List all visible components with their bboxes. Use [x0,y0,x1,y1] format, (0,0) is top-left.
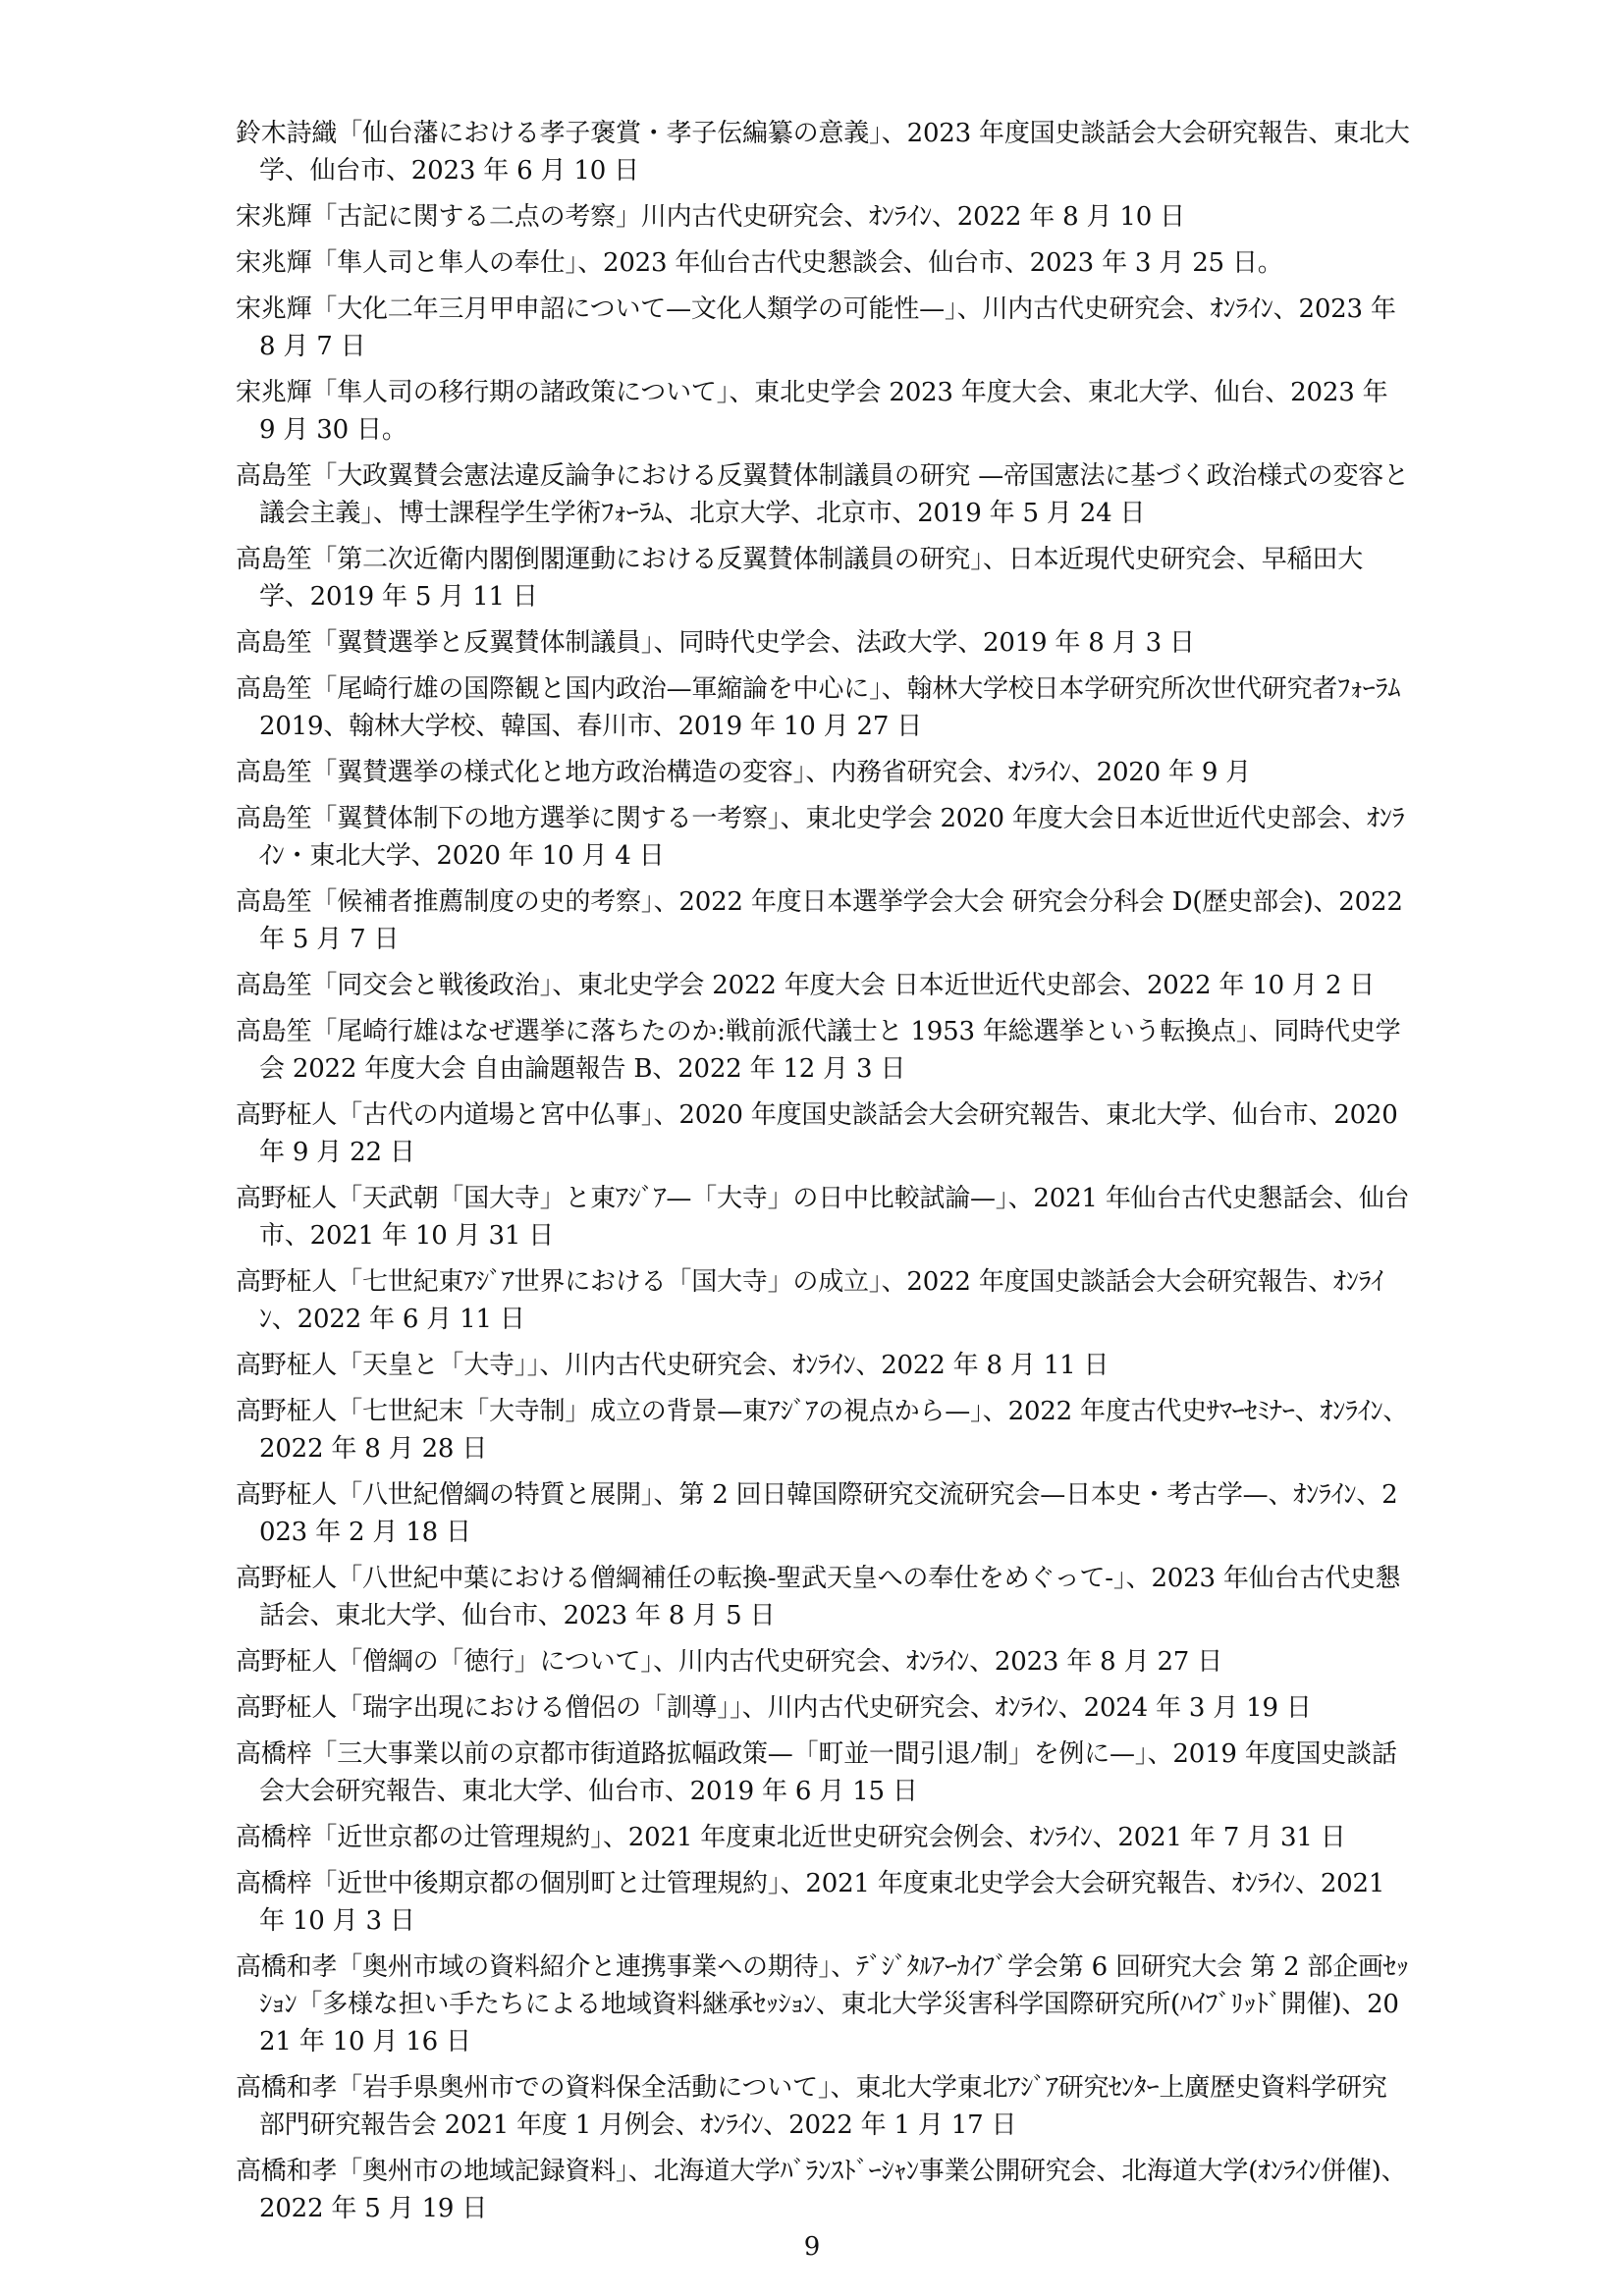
list-item: 高橋梓「近世京都の辻管理規約」、2021 年度東北近世史研究会例会、ｵﾝﾗｲﾝ、2021 年 7 月 31 日 [236,1823,1346,1852]
list-item: 高橋和孝「奥州市の地域記録資料」、北海道大学ﾊﾞﾗﾝｽﾄﾞｰｼｬﾝ事業公開研究会、北海道大学(ｵﾝﾗｲﾝ併催)、2022 年 5 月 19 日 [236,2157,1407,2223]
list-item: 高野柾人「瑞字出現における僧侶の「訓導」」、川内古代史研究会、ｵﾝﾗｲﾝ、2024 年 3 月 19 日 [236,1693,1312,1723]
list-item: 宋兆輝「古記に関する二点の考察」川内古代史研究会、ｵﾝﾗｲﾝ、2022 年 8 月 10 日 [236,202,1185,232]
list-item: 高野柾人「古代の内道場と宮中仏事」、2020 年度国史談話会大会研究報告、東北大学、仙台市、2020 年 9 月 22 日 [236,1100,1398,1167]
list-item: 高野柾人「七世紀末「大寺制」成立の背景—東ｱｼﾞｱの視点から—」、2022 年度古代史ｻﾏｰｾﾐﾅｰ、ｵﾝﾗｲﾝ、2022 年 8 月 28 日 [236,1397,1409,1464]
list-item: 高島笙「第二次近衛内閣倒閣運動における反翼賛体制議員の研究」、日本近現代史研究会、早稲田大学、2019 年 5 月 11 日 [236,545,1364,612]
list-item: 高橋和孝「奥州市域の資料紹介と連携事業への期待」、ﾃﾞｼﾞﾀﾙｱｰｶｲﾌﾞ学会第 6 回研究大会 第 2 部企画ｾｯｼｮﾝ「多様な担い手たちによる地域資料継承ｾｯｼｮﾝ、東北大学災害科学国際研究所(ﾊｲﾌﾞﾘｯﾄﾞ開催)、2021 年 10 月 16 日 [236,1952,1409,2056]
list-item: 高島笙「大政翼賛会憲法違反論争における反翼賛体制議員の研究 —帝国憲法に基づく政治様式の変容と議会主義」、博士課程学生学術ﾌｫｰﾗﾑ、北京大学、北京市、2019 年 5 月 24 日 [236,461,1409,528]
list-item: 高橋梓「三大事業以前の京都市街道路拡幅政策—「町並一間引退ﾉ制」を例に—」、2019 年度国史談話会大会研究報告、東北大学、仙台市、2019 年 6 月 15 日 [236,1739,1397,1806]
list-item: 高島笙「同交会と戦後政治」、東北史学会 2022 年度大会 日本近世近代史部会、2022 年 10 月 2 日 [236,971,1376,1000]
list-item: 高島笙「候補者推薦制度の史的考察」、2022 年度日本選挙学会大会 研究会分科会 D(歴史部会)、2022 年 5 月 7 日 [236,887,1403,954]
list-item: 高島笙「尾崎行雄の国際観と国内政治—軍縮論を中心に」、翰林大学校日本学研究所次世代研究者ﾌｫｰﾗﾑ 2019、翰林大学校、韓国、春川市、2019 年 10 月 27 日 [236,674,1401,741]
list-item: 高野柾人「天武朝「国大寺」と東ｱｼﾞｱ—「大寺」の日中比較試論—」、2021 年仙台古代史懇話会、仙台市、2021 年 10 月 31 日 [236,1184,1410,1251]
list-item: 高橋梓「近世中後期京都の個別町と辻管理規約」、2021 年度東北史学会大会研究報告、ｵﾝﾗｲﾝ、2021 年 10 月 3 日 [236,1869,1385,1936]
presentation-list [236,115,1410,2236]
list-item: 高橋和孝「岩手県奥州市での資料保全活動について」、東北大学東北ｱｼﾞｱ研究ｾﾝﾀｰ上廣歴史資料学研究部門研究報告会 2021 年度 1 月例会、ｵﾝﾗｲﾝ、2022 年 1 月 17 日 [236,2073,1387,2140]
list-item: 宋兆輝「隼人司の移行期の諸政策について」、東北史学会 2023 年度大会、東北大学、仙台、2023 年 9 月 30 日。 [236,378,1388,445]
list-item: 高野柾人「七世紀東ｱｼﾞｱ世界における「国大寺」の成立」、2022 年度国史談話会大会研究報告、ｵﾝﾗｲﾝ、2022 年 6 月 11 日 [236,1267,1384,1334]
list-item: 高島笙「翼賛選挙の様式化と地方政治構造の変容」、内務省研究会、ｵﾝﾗｲﾝ、2020 年 9 月 [236,758,1252,787]
list-item: 高野柾人「僧綱の「徳行」について」、川内古代史研究会、ｵﾝﾗｲﾝ、2023 年 8 月 27 日 [236,1647,1222,1677]
list-item: 宋兆輝「大化二年三月甲申詔について—文化人類学の可能性—」、川内古代史研究会、ｵﾝﾗｲﾝ、2023 年 8 月 7 日 [236,294,1396,361]
list-item: 高島笙「尾崎行雄はなぜ選挙に落ちたのか:戦前派代議士と 1953 年総選挙という転換点」、同時代史学会 2022 年度大会 自由論題報告 B、2022 年 12 月 3 日 [236,1017,1401,1084]
page-number: 9 [803,2232,821,2262]
list-item: 高野柾人「八世紀僧綱の特質と展開」、第 2 回日韓国際研究交流研究会—日本史・考古学—、ｵﾝﾗｲﾝ、2023 年 2 月 18 日 [236,1480,1398,1547]
list-item: 鈴木詩織「仙台藩における孝子褒賞・孝子伝編纂の意義」、2023 年度国史談話会大会研究報告、東北大学、仙台市、2023 年 6 月 10 日 [236,119,1410,186]
list-item: 高島笙「翼賛選挙と反翼賛体制議員」、同時代史学会、法政大学、2019 年 8 月 3 日 [236,628,1195,658]
list-item: 高野柾人「八世紀中葉における僧綱補任の転換-聖武天皇への奉仕をめぐって-」、2023 年仙台古代史懇話会、東北大学、仙台市、2023 年 8 月 5 日 [236,1564,1401,1630]
list-item: 宋兆輝「隼人司と隼人の奉仕」、2023 年仙台古代史懇談会、仙台市、2023 年 3 月 25 日。 [236,248,1283,278]
list-item: 高野柾人「天皇と「大寺」」、川内古代史研究会、ｵﾝﾗｲﾝ、2022 年 8 月 11 日 [236,1351,1110,1380]
list-item: 高島笙「翼賛体制下の地方選挙に関する一考察」、東北史学会 2020 年度大会日本近世近代史部会、ｵﾝﾗｲﾝ・東北大学、2020 年 10 月 4 日 [236,804,1405,871]
